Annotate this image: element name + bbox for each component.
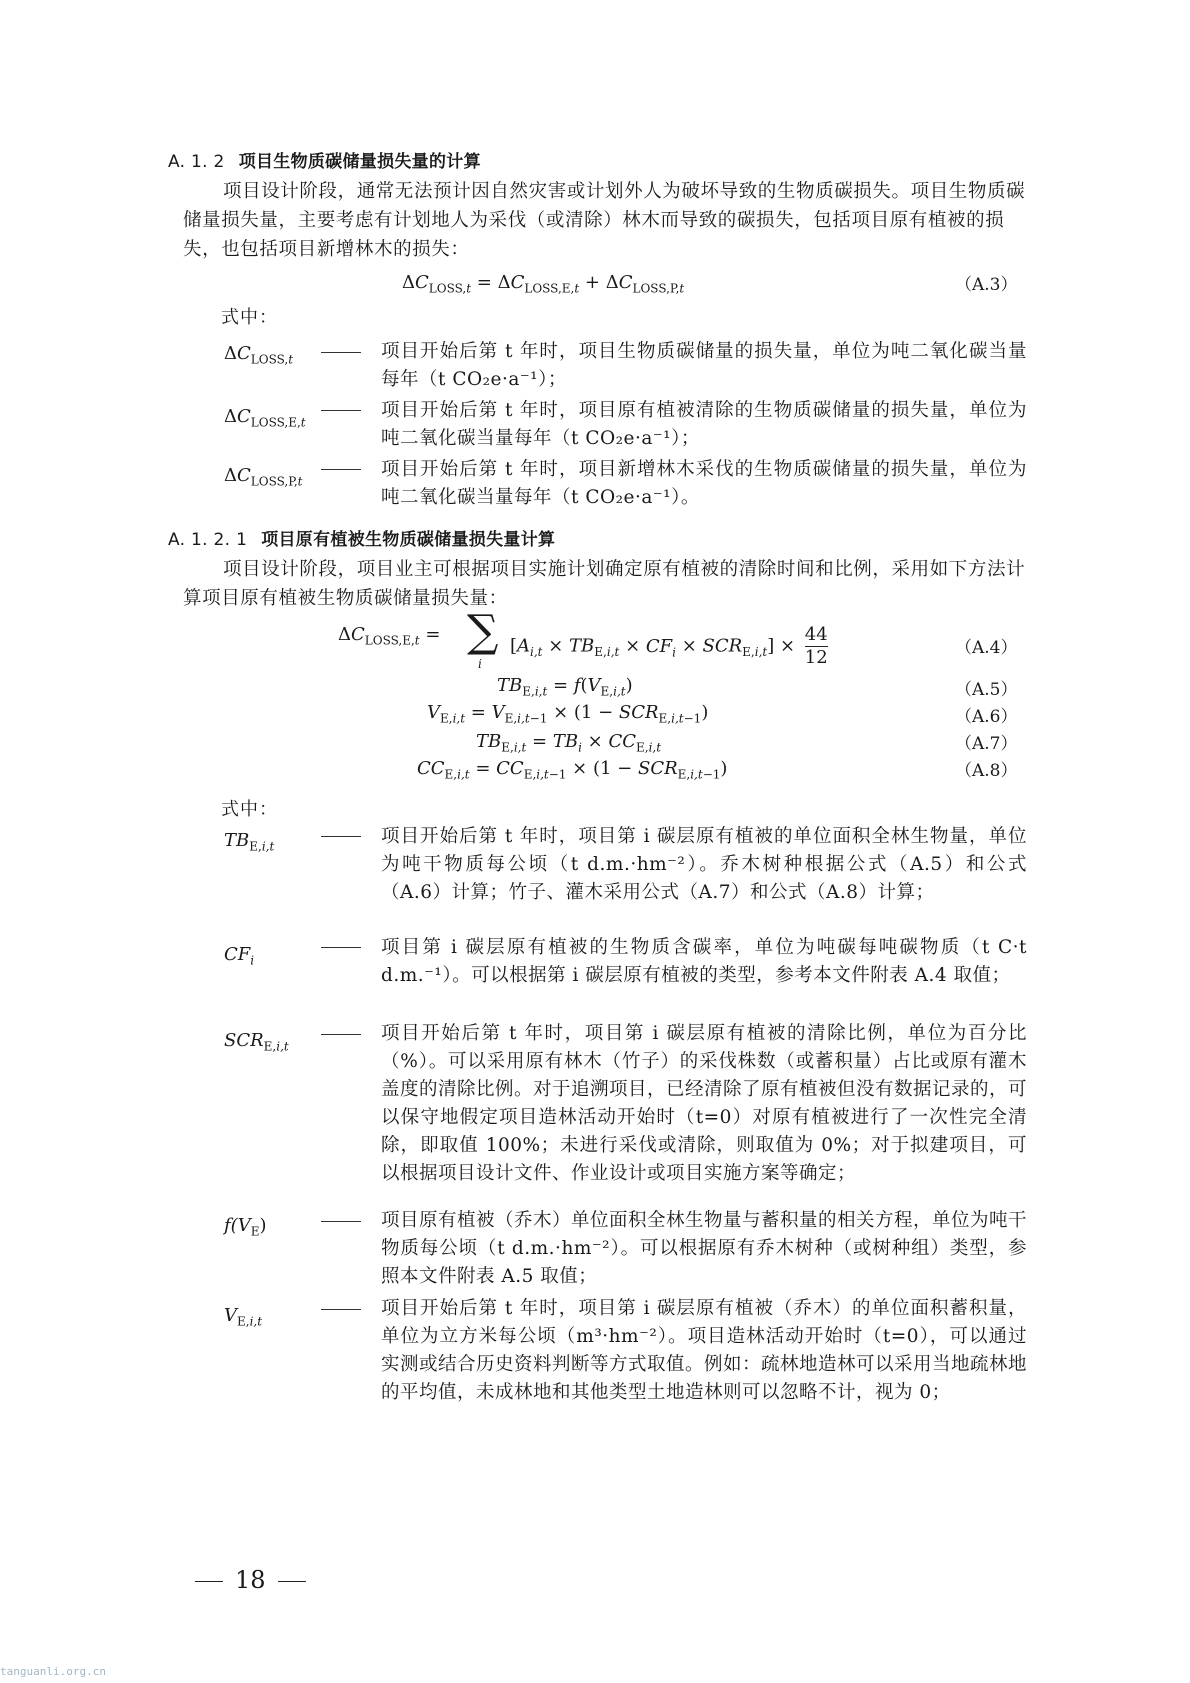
paragraph-method: 项目设计阶段，项目业主可根据项目实施计划确定原有植被的清除时间和比例，采用如下方法计算项目原有植被生物质碳储量损失量：	[183, 559, 1026, 609]
definition-cf: 项目第 i 碳层原有植被的生物质含碳率，单位为吨碳每吨碳物质（t C·t d.m.⁻¹）。可以根据第 i 碳层原有植被的类型，参考本文件附表 A.4 取值；	[381, 937, 1027, 986]
section-title: 项目原有植被生物质碳储量损失量计算	[261, 530, 556, 550]
equation-a6: $V_{E,i,t} = V_{E,i,t-1} \times (1 - SCR_{E,i,t-1})$	[427, 702, 709, 726]
watermark-text: tanguanli.org.cn	[0, 1665, 106, 1678]
definition-v-e: 项目开始后第 t 年时，项目第 i 碳层原有植被（乔木）的单位面积蓄积量，单位为立方米每公顷（m³·hm⁻²）。项目造林活动开始时（t=0），可以通过实测或结合历史资料判断等方式取值。例如：疏林地造林可以采用当地疏林地的平均值，未成林地和其他类型土地造林则可以忽略不计，视为 0；	[381, 1298, 1028, 1403]
definition-dash	[321, 1309, 361, 1310]
equation-number-a4: （A.4）	[955, 638, 1018, 658]
page-number: 18	[235, 1566, 266, 1594]
definition-scr-e: 项目开始后第 t 年时，项目第 i 碳层原有植被的清除比例，单位为百分比（%）。可以采用原有林木（竹子）的采伐株数（或蓄积量）占比或原有灌木盖度的清除比例。对于追溯项目，已经清除了原有植被但没有数据记录的，可以保守地假定项目造林活动开始时（t=0）对原有植被进行了一次性完全清除，即取值 100%；未进行采伐或清除，则取值为 0%；对于拟建项目，可以根据项目设计文件、作业设计或项目实施方案等确定；	[381, 1023, 1028, 1184]
definition-dc-loss: 项目开始后第 t 年时，项目生物质碳储量的损失量，单位为吨二氧化碳当量每年（t CO₂e·a⁻¹）；	[381, 341, 1027, 390]
definition-dc-loss-p: 项目开始后第 t 年时，项目新增林木采伐的生物质碳储量的损失量，单位为吨二氧化碳当量每年（t CO₂e·a⁻¹）。	[381, 459, 1027, 508]
definition-dash	[321, 1034, 361, 1035]
definition-tb-e: 项目开始后第 t 年时，项目第 i 碳层原有植被的单位面积全林生物量，单位为吨干物质每公顷（t d.m.·hm⁻²）。乔木树种根据公式（A.5）和公式（A.6）计算；竹子、灌木采用公式（A.7）和公式（A.8）计算；	[381, 826, 1027, 903]
symbol-dc-loss-p: $\Delta C_{LOSS,P,t}$	[224, 465, 303, 489]
summation-symbol: ∑	[467, 606, 499, 657]
section-title: 项目生物质碳储量损失量的计算	[238, 152, 481, 172]
equation-a7: $TB_{E,i,t} = TB_i \times CC_{E,i,t}$	[476, 731, 662, 755]
equation-number-a7: （A.7）	[955, 734, 1018, 754]
section-heading-a121	[168, 525, 555, 550]
fraction-44-12	[805, 624, 828, 669]
where-label: 式中：	[221, 799, 278, 820]
footer-dash-left	[195, 1581, 223, 1582]
symbol-dc-loss: $\Delta C_{LOSS,t}$	[224, 343, 294, 367]
where-label: 式中：	[221, 307, 278, 328]
definition-dash	[321, 1221, 361, 1222]
equation-number-a5: （A.5）	[955, 680, 1018, 700]
symbol-scr-e: $SCR_{E,i,t}$	[224, 1030, 289, 1054]
definition-dash	[321, 947, 361, 948]
symbol-f-ve: $f(V_E)$	[224, 1215, 267, 1239]
equation-a4-body: $[A_{i,t} \times TB_{E,i,t} \times CF_i \times SCR_{E,i,t}]$ × $\frac{44}{12}$	[510, 624, 828, 668]
equation-a4: $\Delta C_{LOSS,E,t}$ =	[338, 624, 441, 648]
equation-number-a6: （A.6）	[955, 707, 1018, 727]
symbol-tb-e: $TB_{E,i,t}$	[224, 830, 275, 854]
section-number: A. 1. 2	[168, 152, 225, 172]
paragraph-intro: 项目设计阶段，通常无法预计因自然灾害或计划外人为破坏导致的生物质碳损失。项目生物质碳储量损失量，主要考虑有计划地人为采伐（或清除）林木而导致的碳损失，包括项目原有植被的损失，也包括项目新增林木的损失：	[183, 181, 1026, 260]
section-heading-a12	[168, 147, 481, 172]
symbol-dc-loss-e: $\Delta C_{LOSS,E,t}$	[224, 406, 306, 430]
definition-dash	[321, 836, 361, 837]
equation-a3: $\Delta C_{LOSS,t} = \Delta C_{LOSS,E,t} + \Delta C_{LOSS,P,t}$	[402, 272, 685, 296]
equation-a8: $CC_{E,i,t} = CC_{E,i,t-1} \times (1 - SCR_{E,i,t-1})$	[417, 758, 728, 782]
fraction-numerator: 44	[804, 624, 828, 645]
fraction-denominator: 12	[804, 647, 828, 668]
definition-dc-loss-e: 项目开始后第 t 年时，项目原有植被清除的生物质碳储量的损失量，单位为吨二氧化碳当量每年（t CO₂e·a⁻¹）；	[381, 400, 1027, 449]
footer-dash-right	[278, 1581, 306, 1582]
summation-index: i	[478, 657, 482, 671]
definition-dash	[321, 410, 361, 411]
equation-number-a8: （A.8）	[955, 761, 1018, 781]
equation-number-a3: （A.3）	[955, 275, 1018, 295]
equation-a5: $TB_{E,i,t} = f(V_{E,i,t})$	[497, 675, 633, 699]
definition-dash	[321, 469, 361, 470]
symbol-cf: $CF_i$	[224, 944, 255, 968]
symbol-v-e: $V_{E,i,t}$	[224, 1305, 263, 1329]
definition-f-ve: 项目原有植被（乔木）单位面积全林生物量与蓄积量的相关方程，单位为吨干物质每公顷（t d.m.·hm⁻²）。可以根据原有乔木树种（或树种组）类型，参照本文件附表 A.5 取值；	[381, 1210, 1028, 1287]
page-footer	[183, 1566, 318, 1594]
definition-dash	[321, 352, 361, 353]
section-number: A. 1. 2. 1	[168, 530, 248, 550]
